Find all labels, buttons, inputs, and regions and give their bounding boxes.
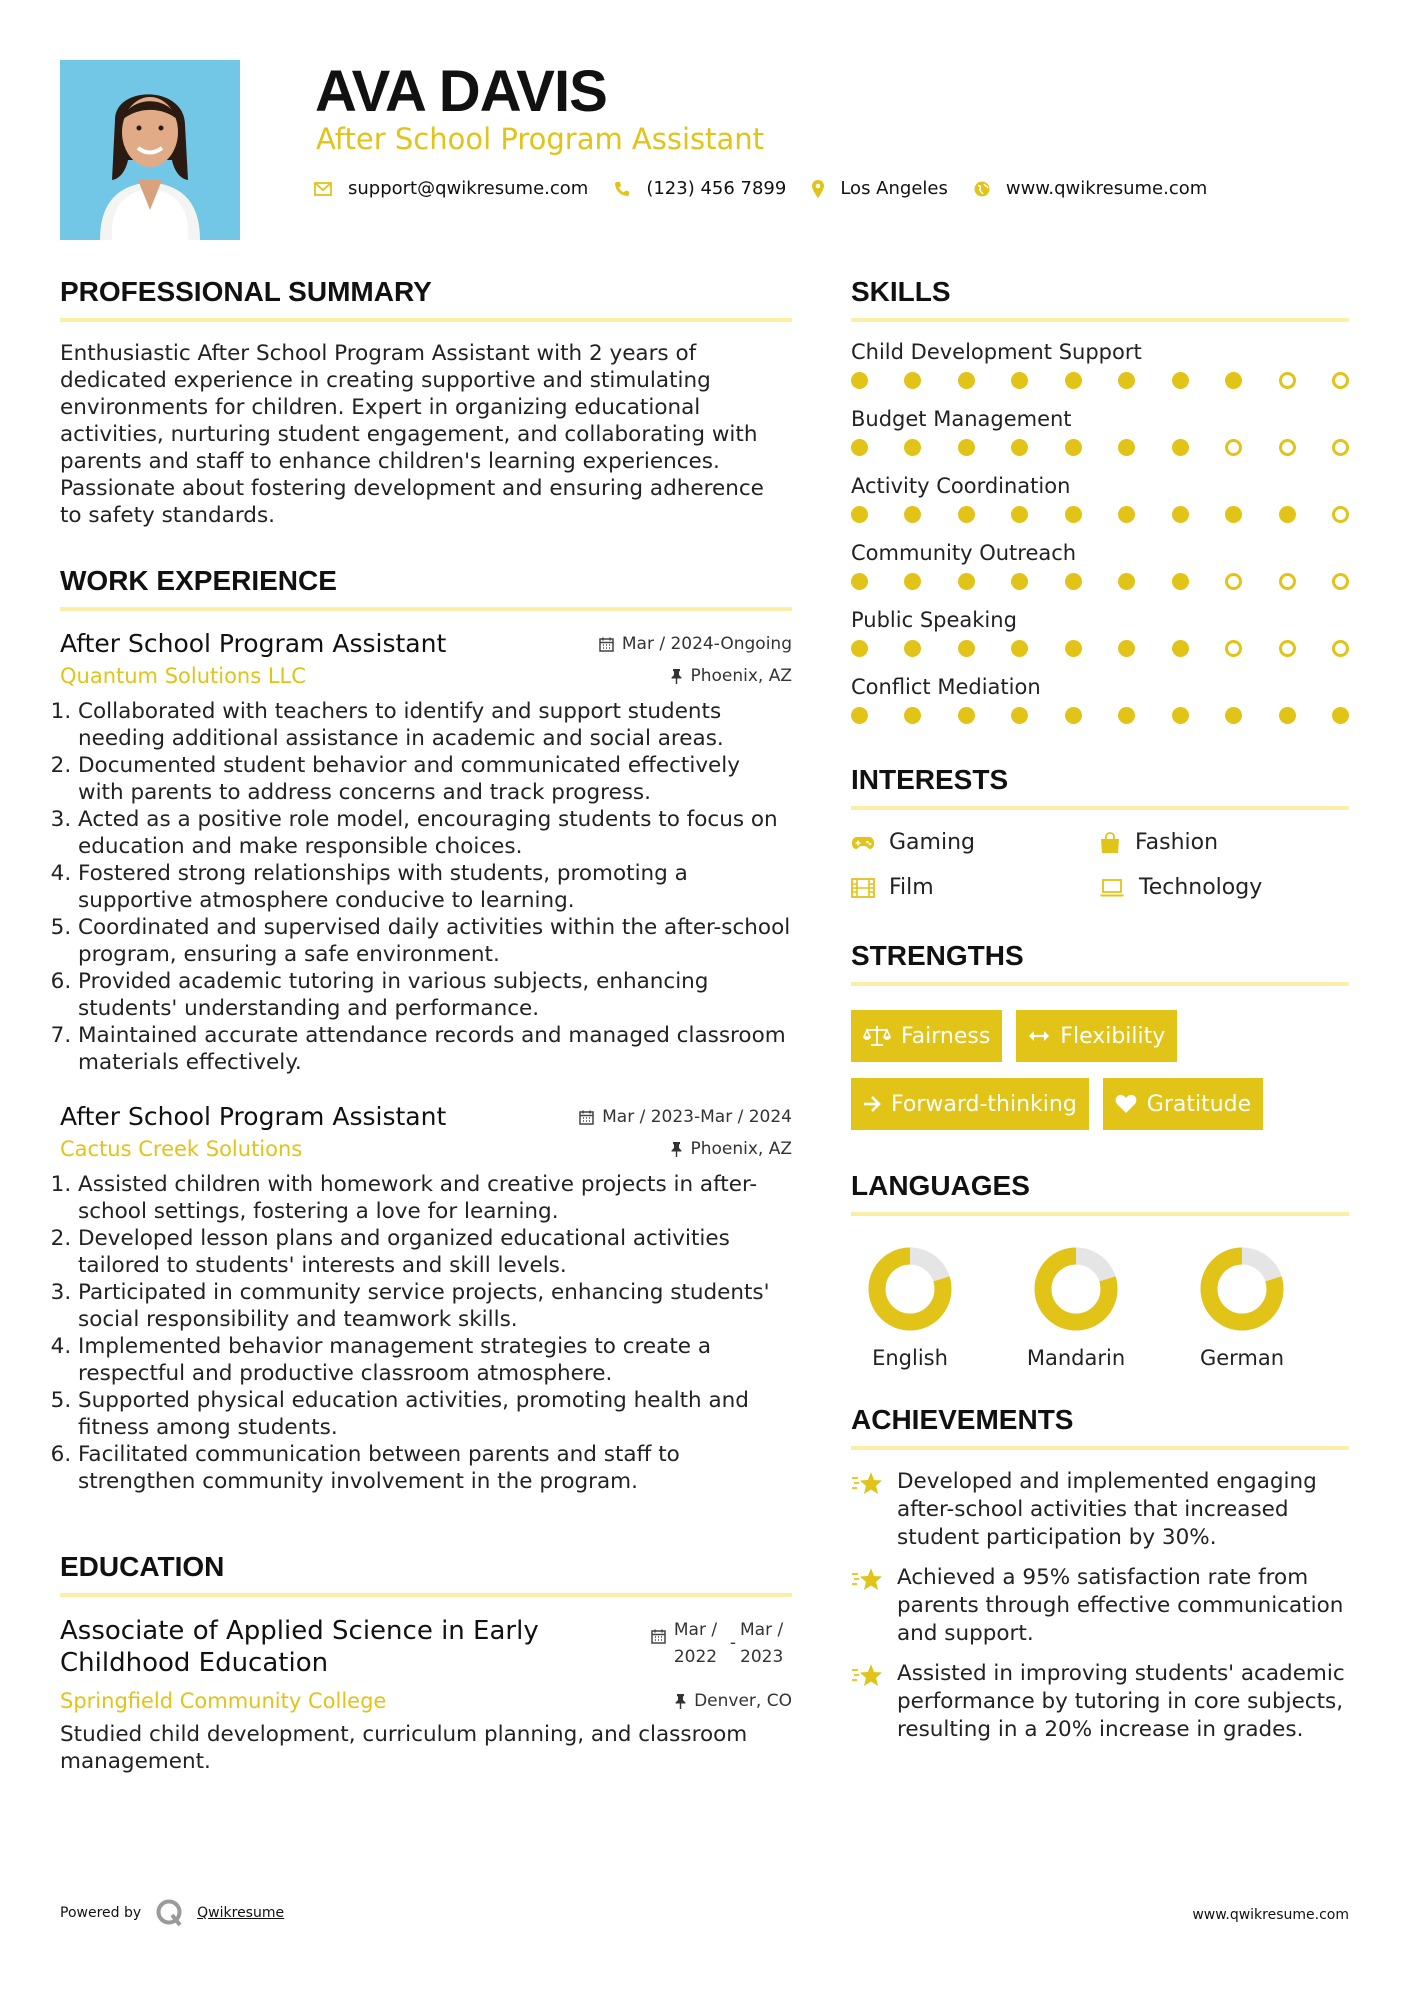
skill-rating (851, 640, 1349, 657)
globe-icon (974, 181, 990, 197)
bullet-item: 4. Implemented behavior management strategies to create a respectful and productive classroom atmosphere. (78, 1333, 792, 1387)
footer-website[interactable]: www.qwikresume.com (1192, 1907, 1349, 1923)
skill-rating (851, 707, 1349, 724)
contact-row (314, 178, 1233, 199)
rating-dot-empty (1225, 573, 1242, 590)
job-entry (60, 1102, 792, 1495)
bullet-item: 7. Maintained accurate attendance records and managed classroom materials effectively. (78, 1022, 792, 1076)
phone-icon (614, 181, 630, 197)
rating-dot-filled (1279, 506, 1296, 523)
contact-phone[interactable] (614, 178, 786, 199)
rating-dot-empty (1279, 372, 1296, 389)
email-text: support@qwikresume.com (348, 178, 589, 199)
interests-list (851, 830, 1349, 900)
rating-dot-filled (1172, 640, 1189, 657)
rating-dot-filled (1225, 372, 1242, 389)
achievement-text: Developed and implemented engaging after-school activities that increased student participation by 30%. (897, 1469, 1317, 1550)
skills-list (851, 340, 1349, 724)
strengths-list (851, 1010, 1349, 1130)
rating-dot-filled (1172, 506, 1189, 523)
bullet-item: 3. Participated in community service projects, enhancing students' social responsibility and teamwork skills. (78, 1279, 792, 1333)
achievements-heading: ACHIEVEMENTS (851, 1404, 1349, 1450)
degree-name: Associate of Applied Science in Early Childhood Education (60, 1616, 539, 1678)
strength-label: Flexibility (1060, 1023, 1166, 1049)
rating-dot-filled (851, 573, 868, 590)
skill-name: Public Speaking (851, 608, 1017, 632)
arrows-horizontal-icon (1028, 1030, 1050, 1042)
pushpin-icon (675, 1694, 686, 1709)
bullet-item: 2. Developed lesson plans and organized educational activities tailored to students' interests and skill levels. (78, 1225, 792, 1279)
right-column (851, 276, 1349, 1756)
bullet-item: 5. Coordinated and supervised daily activities within the after-school program, ensuring a safe environment. (78, 914, 792, 968)
rating-dot-empty (1279, 439, 1296, 456)
job-bullets (60, 698, 792, 1076)
bullet-item: 6. Facilitated communication between parents and staff to strengthen community involvement in the program. (78, 1441, 792, 1495)
bullet-item: 4. Fostered strong relationships with students, promoting a supportive atmosphere conducive to learning. (78, 860, 792, 914)
rating-dot-filled (1225, 506, 1242, 523)
skill-name: Conflict Mediation (851, 675, 1041, 699)
left-column (60, 276, 792, 1775)
strength-tag (1103, 1078, 1263, 1130)
strength-label: Forward-thinking (891, 1091, 1077, 1117)
rating-dot-filled (904, 640, 921, 657)
rating-dot-filled (1011, 707, 1028, 724)
candidate-name: AVA DAVIS (315, 59, 607, 124)
skill-item (851, 675, 1349, 724)
rating-dot-filled (1065, 372, 1082, 389)
qwikresume-logo-icon (155, 1898, 185, 1928)
rating-dot-filled (904, 573, 921, 590)
strength-tag (851, 1078, 1089, 1130)
interests-heading: INTERESTS (851, 764, 1349, 810)
interest-label: Technology (1139, 875, 1263, 900)
edu-end-month: Mar / (740, 1620, 784, 1640)
job-entry (60, 629, 792, 1076)
rating-dot-empty (1332, 372, 1349, 389)
skill-rating (851, 506, 1349, 523)
rating-dot-filled (1118, 707, 1135, 724)
rating-dot-filled (958, 439, 975, 456)
edu-start-month: Mar / (673, 1620, 718, 1640)
rating-dot-filled (1118, 506, 1135, 523)
language-item (1183, 1246, 1349, 1370)
strength-label: Fairness (901, 1023, 991, 1049)
job-location (671, 666, 792, 686)
interest-label: Gaming (889, 830, 975, 855)
rating-dot-filled (1011, 372, 1028, 389)
achievement-item (851, 1564, 1349, 1648)
brand-link[interactable]: Qwikresume (197, 1905, 285, 1921)
rating-dot-filled (851, 439, 868, 456)
map-pin-icon (812, 180, 824, 198)
rating-dot-filled (904, 372, 921, 389)
rating-dot-filled (958, 506, 975, 523)
language-name: German (1199, 1346, 1285, 1370)
rating-dot-filled (958, 372, 975, 389)
rating-dot-filled (1118, 439, 1135, 456)
heart-icon (1115, 1094, 1137, 1114)
calendar-icon (651, 1629, 666, 1644)
job-date (599, 634, 792, 654)
pushpin-icon (671, 1142, 682, 1157)
rating-dot-filled (1172, 573, 1189, 590)
rating-dot-filled (1065, 640, 1082, 657)
calendar-icon (599, 637, 614, 652)
interest-item (851, 875, 1099, 900)
rating-dot-filled (1332, 707, 1349, 724)
bullet-item: 3. Acted as a positive role model, encouraging students to focus on education and make responsible choices. (78, 806, 792, 860)
rating-dot-empty (1279, 640, 1296, 657)
pushpin-icon (671, 669, 682, 684)
education-dates (651, 1617, 792, 1671)
website-text: www.qwikresume.com (1005, 178, 1208, 199)
edu-start-year: 2022 (673, 1647, 718, 1667)
skill-name: Budget Management (851, 407, 1072, 431)
rating-dot-filled (851, 506, 868, 523)
star-trophy-icon (851, 1470, 885, 1496)
interest-label: Film (889, 875, 934, 900)
languages-list (851, 1246, 1349, 1370)
achievement-item (851, 1468, 1349, 1552)
rating-dot-filled (1118, 640, 1135, 657)
language-donut (1033, 1246, 1119, 1332)
achievement-item (851, 1660, 1349, 1744)
rating-dot-filled (958, 573, 975, 590)
rating-dot-filled (1118, 372, 1135, 389)
skill-item (851, 474, 1349, 523)
job-location-text: Phoenix, AZ (690, 666, 792, 686)
envelope-icon (314, 182, 332, 196)
powered-by-label: Powered by (60, 1905, 142, 1921)
laptop-icon (1099, 879, 1125, 897)
rating-dot-filled (1118, 573, 1135, 590)
bullet-item: 5. Supported physical education activities, promoting health and fitness among students. (78, 1387, 792, 1441)
rating-dot-filled (1065, 707, 1082, 724)
language-name: Mandarin (1026, 1346, 1126, 1370)
contact-email[interactable] (314, 178, 588, 199)
rating-dot-filled (1011, 640, 1028, 657)
language-item (851, 1246, 1017, 1370)
experience-heading: WORK EXPERIENCE (60, 565, 792, 611)
strength-tag (1016, 1010, 1177, 1062)
rating-dot-filled (958, 640, 975, 657)
contact-website[interactable] (974, 178, 1207, 199)
contact-location (812, 178, 948, 199)
education-heading: EDUCATION (60, 1551, 792, 1597)
achievements-list (851, 1468, 1349, 1744)
school-location (675, 1691, 792, 1711)
rating-dot-empty (1225, 640, 1242, 657)
school-name: Springfield Community College (60, 1689, 387, 1713)
job-role: After School Program Assistant (60, 1102, 447, 1131)
edu-end-year: 2023 (740, 1647, 784, 1667)
summary-text: Enthusiastic After School Program Assistant with 2 years of dedicated experience in creating supportive and stimulating environments for children. Expert in organizing educational activities, nurturing student engagement, and collaborating with parents and staff to enhance children's learning experiences. Passionate about fostering development and ensuring adherence to safety standards. (60, 341, 764, 528)
skill-name: Activity Coordination (851, 474, 1071, 498)
job-bullets (60, 1171, 792, 1495)
rating-dot-filled (1065, 506, 1082, 523)
rating-dot-filled (904, 506, 921, 523)
strength-tag (851, 1010, 1002, 1062)
language-item (1017, 1246, 1183, 1370)
rating-dot-empty (1279, 573, 1296, 590)
rating-dot-filled (851, 640, 868, 657)
language-donut (867, 1246, 953, 1332)
language-name: English (872, 1346, 948, 1370)
rating-dot-filled (904, 707, 921, 724)
footer-powered-by (60, 1898, 284, 1928)
job-date (579, 1107, 792, 1127)
interest-item (1099, 830, 1349, 855)
interest-item (851, 830, 1099, 855)
language-donut (1199, 1246, 1285, 1332)
achievement-text: Achieved a 95% satisfaction rate from parents through effective communication and support. (897, 1565, 1344, 1646)
skill-rating (851, 573, 1349, 590)
strengths-heading: STRENGTHS (851, 940, 1349, 986)
skill-item (851, 407, 1349, 456)
interest-label: Fashion (1135, 830, 1219, 855)
rating-dot-filled (851, 707, 868, 724)
skills-heading: SKILLS (851, 276, 1349, 322)
rating-dot-filled (1172, 372, 1189, 389)
bullet-item: 1. Assisted children with homework and creative projects in after-school settings, fostering a love for learning. (78, 1171, 792, 1225)
rating-dot-filled (1065, 439, 1082, 456)
location-text: Los Angeles (840, 178, 948, 199)
skill-name: Child Development Support (851, 340, 1142, 364)
rating-dot-empty (1332, 640, 1349, 657)
balance-scale-icon (863, 1025, 891, 1047)
rating-dot-filled (1172, 439, 1189, 456)
job-role: After School Program Assistant (60, 629, 447, 658)
rating-dot-filled (851, 372, 868, 389)
star-trophy-icon (851, 1566, 885, 1592)
rating-dot-filled (1011, 506, 1028, 523)
star-trophy-icon (851, 1662, 885, 1688)
languages-heading: LANGUAGES (851, 1170, 1349, 1216)
rating-dot-empty (1332, 506, 1349, 523)
rating-dot-filled (958, 707, 975, 724)
job-location-text: Phoenix, AZ (690, 1139, 792, 1159)
education-description: Studied child development, curriculum planning, and classroom management. (60, 1722, 748, 1774)
portrait-image (60, 60, 240, 240)
rating-dot-filled (904, 439, 921, 456)
candidate-title: After School Program Assistant (316, 122, 765, 156)
bullet-item: 6. Provided academic tutoring in various subjects, enhancing students' understanding and performance. (78, 968, 792, 1022)
education-entry (60, 1615, 792, 1679)
skill-item (851, 541, 1349, 590)
skill-rating (851, 439, 1349, 456)
rating-dot-empty (1225, 439, 1242, 456)
bullet-item: 2. Documented student behavior and communicated effectively with parents to address concerns and track progress. (78, 752, 792, 806)
job-date-text: Mar / 2023-Mar / 2024 (602, 1107, 792, 1127)
bullet-item: 1. Collaborated with teachers to identify and support students needing additional assistance in academic and social areas. (78, 698, 792, 752)
job-location (671, 1139, 792, 1159)
company-name: Quantum Solutions LLC (60, 664, 306, 688)
summary-heading: PROFESSIONAL SUMMARY (60, 276, 792, 322)
profile-photo (60, 60, 240, 240)
film-icon (851, 878, 875, 898)
skill-name: Community Outreach (851, 541, 1077, 565)
strength-label: Gratitude (1146, 1091, 1252, 1117)
skill-rating (851, 372, 1349, 389)
rating-dot-filled (1065, 573, 1082, 590)
phone-text: (123) 456 7899 (646, 178, 787, 199)
arrow-right-icon (863, 1095, 881, 1113)
skill-item (851, 608, 1349, 657)
rating-dot-filled (1225, 707, 1242, 724)
skill-item (851, 340, 1349, 389)
rating-dot-empty (1332, 439, 1349, 456)
interest-item (1099, 875, 1349, 900)
school-location-text: Denver, CO (694, 1691, 792, 1711)
gamepad-icon (851, 836, 875, 850)
achievement-text: Assisted in improving students' academic performance by tutoring in core subjects, resulting in a 20% increase in grades. (897, 1661, 1345, 1742)
rating-dot-filled (1172, 707, 1189, 724)
rating-dot-empty (1332, 573, 1349, 590)
rating-dot-filled (1011, 439, 1028, 456)
company-name: Cactus Creek Solutions (60, 1137, 303, 1161)
job-date-text: Mar / 2024-Ongoing (621, 634, 792, 654)
edu-date-dash: - (729, 1633, 736, 1653)
rating-dot-filled (1011, 573, 1028, 590)
rating-dot-filled (1279, 707, 1296, 724)
calendar-icon (579, 1110, 594, 1125)
shopping-bag-icon (1099, 832, 1121, 854)
